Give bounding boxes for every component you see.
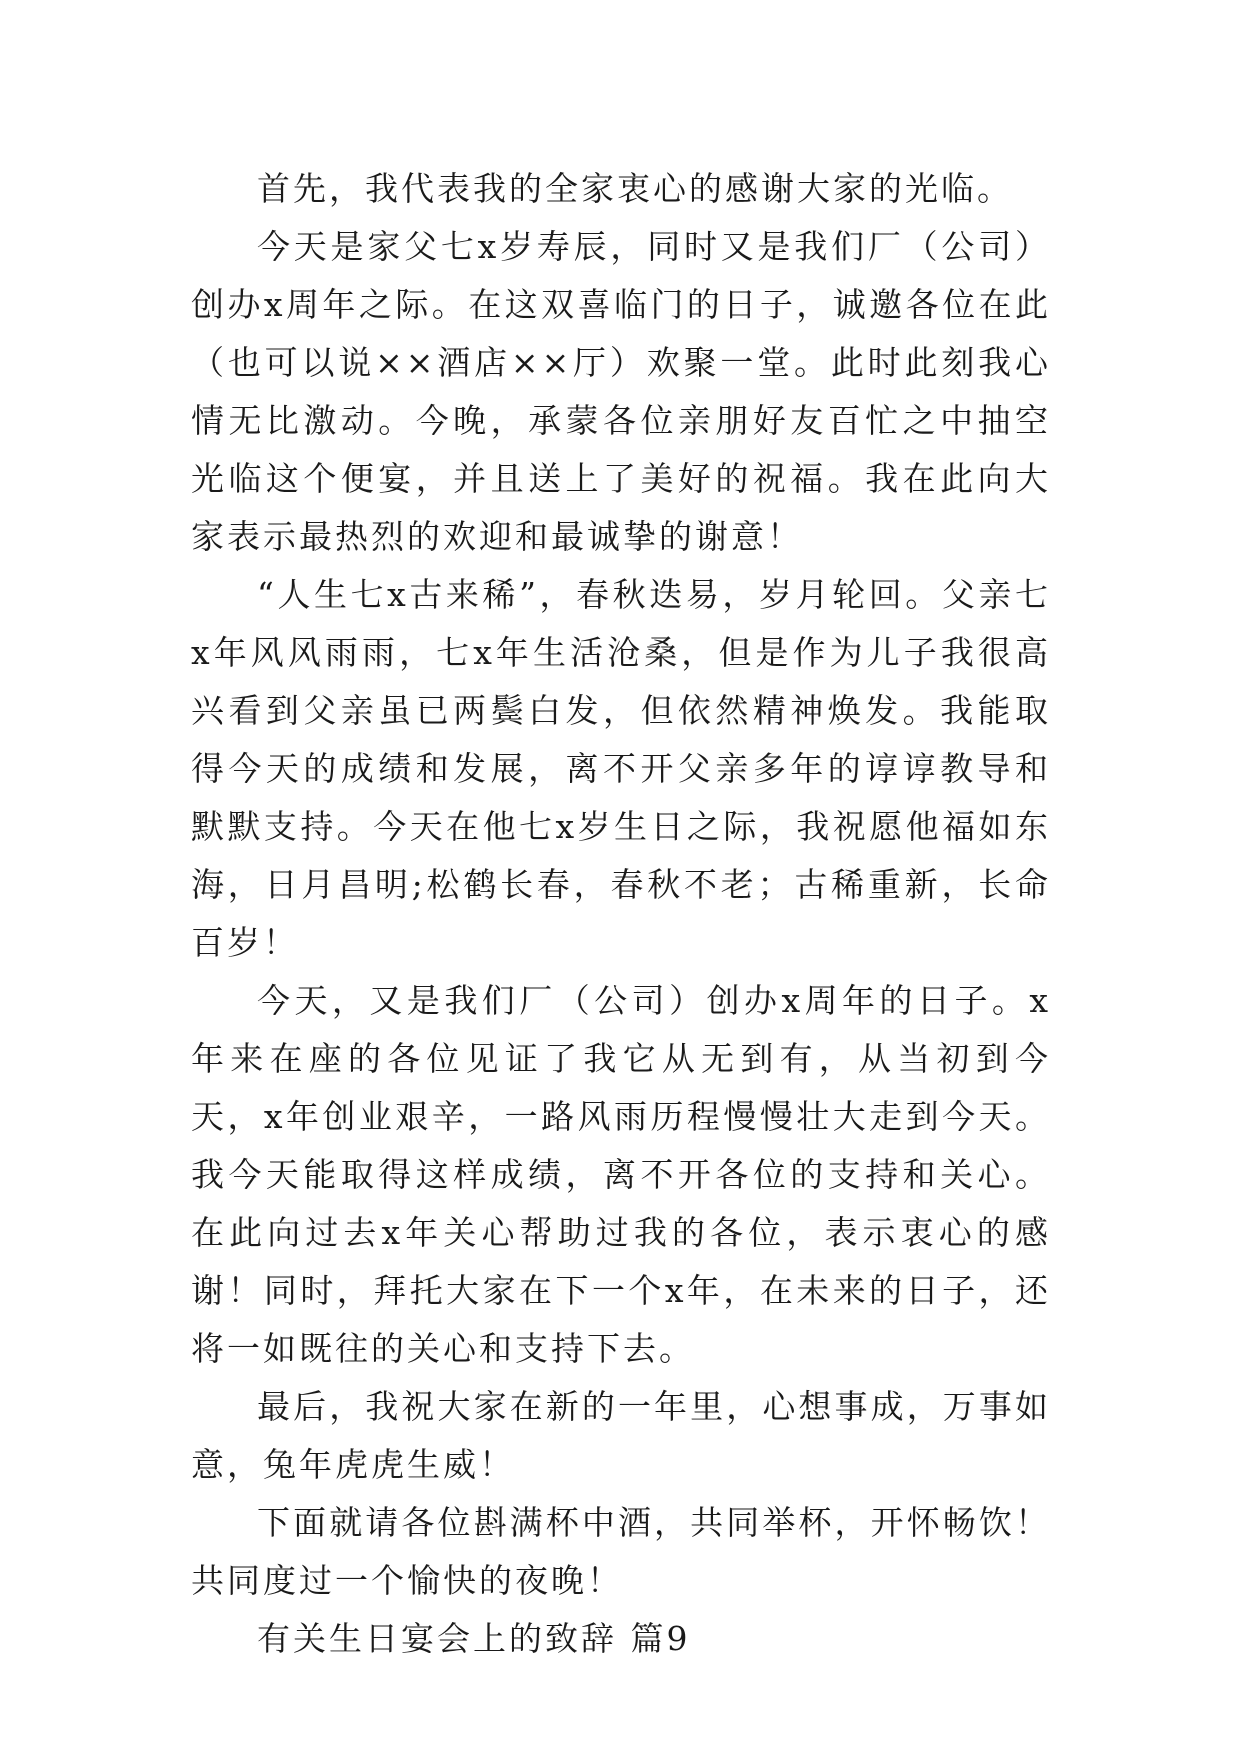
paragraph-double-celebration: 今天是家父七x岁寿辰，同时又是我们厂（公司）创办x周年之际。在这双喜临门的日子，诚邀各位在此（也可以说××酒店××厅）欢聚一堂。此时此刻我心情无比激动。今晚，承蒙各位亲朋好友百忙之中抽空光临这个便宴，并且送上了美好的祝福。我在此向大家表示最热烈的欢迎和最诚挚的谢意！ <box>191 227 1051 556</box>
paragraph-company-anniversary: 今天，又是我们厂（公司）创办x周年的日子。x年来在座的各位见证了我它从无到有，从当初到今天，x年创业艰辛，一路风雨历程慢慢壮大走到今天。我今天能取得这样成绩，离不开各位的支持和关心。在此向过去x年关心帮助过我的各位，表示衷心的感谢！同时，拜托大家在下一个x年，在未来的日子，还将一如既往的关心和支持下去。 <box>191 981 1051 1368</box>
paragraph-father-blessing: “人生七x古来稀”，春秋迭易，岁月轮回。父亲七x年风风雨雨，七x年生活沧桑，但是作为儿子我很高兴看到父亲虽已两鬓白发，但依然精神焕发。我能取得今天的成绩和发展，离不开父亲多年的谆谆教导和默默支持。今天在他七x岁生日之际，我祝愿他福如东海，日月昌明;松鹤长春，春秋不老；古稀重新，长命百岁！ <box>191 575 1051 962</box>
paragraph-opening-thanks: 首先，我代表我的全家衷心的感谢大家的光临。 <box>257 169 1013 208</box>
document-body <box>191 160 1051 1668</box>
paragraph-closing-wishes: 最后，我祝大家在新的一年里，心想事成，万事如意，兔年虎虎生威！ <box>191 1387 1051 1484</box>
paragraph-toast: 下面就请各位斟满杯中酒，共同举杯，开怀畅饮！共同度过一个愉快的夜晚！ <box>191 1503 1051 1600</box>
section-heading: 有关生日宴会上的致辞 篇9 <box>257 1619 691 1658</box>
